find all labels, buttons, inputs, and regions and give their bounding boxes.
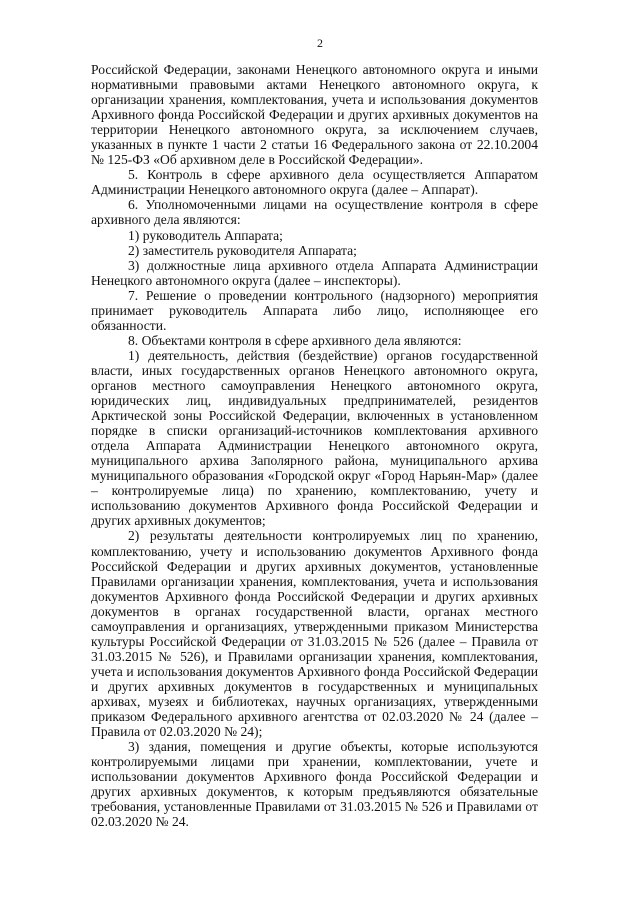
list-item-8-3: 3) здания, помещения и другие объекты, которые используются контролируемыми лицами при хранении, комплектовании, учете и использовании документов Архивного фонда Российской Федерации и других архивных документов, к которым предъявляются обязательные требования, установленные Правилами от 31.03.2015 № 526 и Правилами от 02.03.2020 № 24. — [91, 739, 538, 830]
document-body — [91, 62, 538, 829]
paragraph-item-5: 5. Контроль в сфере архивного дела осуществляется Аппаратом Администрации Ненецкого автономного округа (далее – Аппарат). — [91, 167, 538, 198]
list-item-8-1: 1) деятельность, действия (бездействие) органов государственной власти, иных государственных органов Ненецкого автономного округа, органов местного самоуправления Ненецкого автономного округа, юридических лиц, индивидуальных предпринимателей, резидентов Арктической зоны Российской Федерации, включенных в установленном порядке в списки организаций-источников комплектования архивного отдела Аппарата Администрации Ненецкого автономного округа, муниципального архива Заполярного района, муниципального архива муниципального образования «Городской округ «Город Нарьян-Мар» (далее – контролируемые лица) по хранению, комплектованию, учету и использованию документов Архивного фонда Российской Федерации и других архивных документов; — [91, 347, 538, 529]
list-item-6-3: 3) должностные лица архивного отдела Аппарата Администрации Ненецкого автономного округа (далее – инспекторы). — [91, 257, 538, 288]
paragraph-item-6: 6. Уполномоченными лицами на осуществление контроля в сфере архивного дела являются: — [91, 197, 538, 228]
list-item-8-2: 2) результаты деятельности контролируемых лиц по хранению, комплектованию, учету и использованию документов Архивного фонда Российской Федерации и других архивных документов, установленные Правилами организации хранения, комплектования, учета и использования документов Архивного фонда Российской Федерации и других архивных документов в органах государственной власти, органах местного самоуправления и организациях, утвержденными приказом Министерства культуры Российской Федерации от 31.03.2015 № 526 (далее – Правила от 31.03.2015 № 526), и Правилами организации хранения, комплектования, учета и использования документов Архивного фонда Российской Федерации и других архивных документов в государственных и муниципальных архивах, музеях и библиотеках, научных организациях, утвержденными приказом Федерального архивного агентства от 02.03.2020 № 24 (далее – Правила от 02.03.2020 № 24); — [91, 528, 538, 740]
list-item-6-2: 2) заместитель руководителя Аппарата; — [128, 242, 357, 258]
paragraph-item-7: 7. Решение о проведении контрольного (надзорного) мероприятия принимает руководитель Аппарата либо лицо, исполняющее его обязанности. — [91, 287, 538, 333]
paragraph-intro-continuation: Российской Федерации, законами Ненецкого автономного округа и иными нормативными правовыми актами Ненецкого автономного округа, к организации хранения, комплектования, учета и использования документов Архивного фонда Российской Федерации и других архивных документов на территории Ненецкого автономного округа, за исключением случаев, указанных в пункте 1 части 2 статьи 16 Федерального закона от 22.10.2004 № 125-ФЗ «Об архивном деле в Российской Федерации». — [91, 62, 538, 168]
paragraph-item-8: 8. Объектами контроля в сфере архивного дела являются: — [128, 332, 462, 348]
page-number: 2 — [317, 36, 323, 50]
list-item-6-1: 1) руководитель Аппарата; — [128, 227, 283, 243]
